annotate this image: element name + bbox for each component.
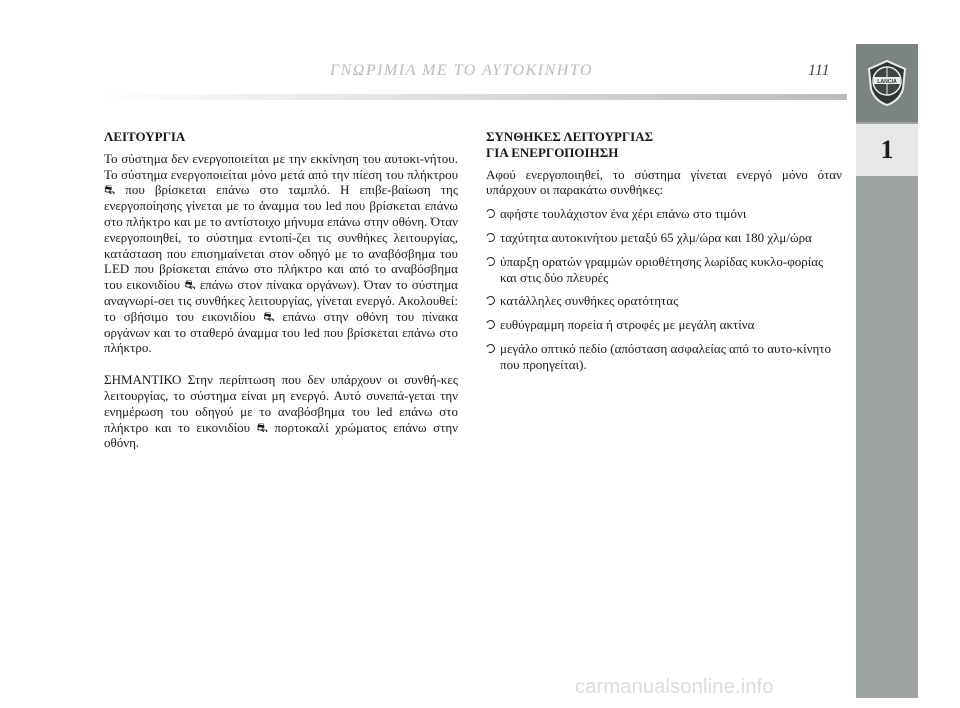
list-item xyxy=(486,317,842,333)
list-item xyxy=(486,341,842,373)
svg-text:LANCIA: LANCIA xyxy=(877,79,897,85)
list-item xyxy=(486,254,842,286)
list-item xyxy=(486,293,842,309)
chapter-number: 1 xyxy=(856,124,918,176)
bullet-icon xyxy=(485,208,497,220)
list-item-text: ύπαρξη ορατών γραμμών οριοθέτησης λωρίδας κυκλο-φορίας και στις δύο πλευρές xyxy=(500,253,824,285)
watermark-text: carmanualsonline.info xyxy=(575,676,774,698)
heading-line-1: ΣΥΝΘΗΚΕΣ ΛΕΙΤΟΥΡΓΙΑΣ xyxy=(486,129,654,144)
operation-paragraph: Το σύστημα δεν ενεργοποιείται με την εκκίνηση του αυτοκι-νήτου. Το σύστημα ενεργοποιείται μόνο μετά από την πίεση του πλήκτρου ⛐ που βρίσκεται επάνω στο ταμπλό. Η επιβε-βαίωση της ενεργοποίησης γίνεται με το άναμμα του led που βρίσκεται επάνω στο πλήκτρο και με το αντίστοιχο μήνυμα επάνω στην οθόνη. Όταν ενεργοποιηθεί, το σύστημα εντοπί-ζει τις συνθήκες λειτουργίας, κατάσταση που επισημαίνεται στον οδηγό με το αναβόσβημα του LED που βρίσκεται επάνω στο πλήκτρο και από το αναβόσβημα του εικονιδίου ⛐ επάνω στον πίνακα οργάνων). Όταν το σύστημα αναγνωρί-σει τις συνθήκες λειτουργίας, γίνεται ενεργό. Ακολουθεί: το σβήσιμο του εικονιδίου ⛐ επάνω στην οθόνη του πίνακα οργάνων και το σταθερό άναμμα του led που βρίσκεται επάνω στο πλήκτρο. xyxy=(104,150,458,356)
heading-line-2: ΓΙΑ ΕΝΕΡΓΟΠΟΙΗΣΗ xyxy=(486,144,619,160)
bullet-icon xyxy=(485,319,497,331)
list-item-text: μεγάλο οπτικό πεδίο (απόσταση ασφαλείας από το αυτο-κίνητο που προηγείται). xyxy=(500,340,831,372)
list-item xyxy=(486,230,842,246)
conditions-list xyxy=(486,206,842,372)
section-heading-conditions xyxy=(486,129,842,161)
list-item-text: ταχύτητα αυτοκινήτου μεταξύ 65 χλμ/ώρα και 180 χλμ/ώρα xyxy=(500,229,812,245)
right-column xyxy=(486,129,842,381)
chapter-side-tab xyxy=(856,44,918,698)
running-header-title: ΓΝΩΡΙΜΙΑ ΜΕ ΤΟ ΑΥΤΟΚΙΝΗΤΟ xyxy=(330,62,593,79)
bullet-icon xyxy=(485,295,497,307)
list-item-text: ευθύγραμμη πορεία ή στροφές με μεγάλη ακτίνα xyxy=(500,317,755,333)
left-column xyxy=(104,129,458,451)
list-item-text: αφήστε τουλάχιστον ένα χέρι επάνω στο τιμόνι xyxy=(500,206,747,222)
section-heading-operation: ΛΕΙΤΟΥΡΓΙΑ xyxy=(104,129,186,144)
page-number: 111 xyxy=(808,62,830,79)
important-note-paragraph: ΣΗΜΑΝΤΙΚΟ Στην περίπτωση που δεν υπάρχουν οι συνθή-κες λειτουργίας, το σύστημα είναι μη ενεργό. Αυτό συνεπά-γεται την ενημέρωση του οδηγού με το αναβόσβημα του led επάνω στο πλήκτρο και το εικονιδίου ⛐ πορτοκαλί χρώματος επάνω στην οθόνη. xyxy=(104,372,458,451)
lancia-logo-badge xyxy=(856,44,918,122)
list-item-text: κατάλληλες συνθήκες ορατότητας xyxy=(500,293,679,309)
list-item xyxy=(486,206,842,222)
bullet-icon xyxy=(485,232,497,244)
bullet-icon xyxy=(485,343,497,355)
lancia-shield-icon xyxy=(865,59,909,107)
header-rule xyxy=(102,94,847,100)
bullet-icon xyxy=(485,256,497,268)
conditions-intro: Αφού ενεργοποιηθεί, το σύστημα γίνεται ενεργό μόνο όταν υπάρχουν οι παρακάτω συνθήκες: xyxy=(486,166,842,198)
